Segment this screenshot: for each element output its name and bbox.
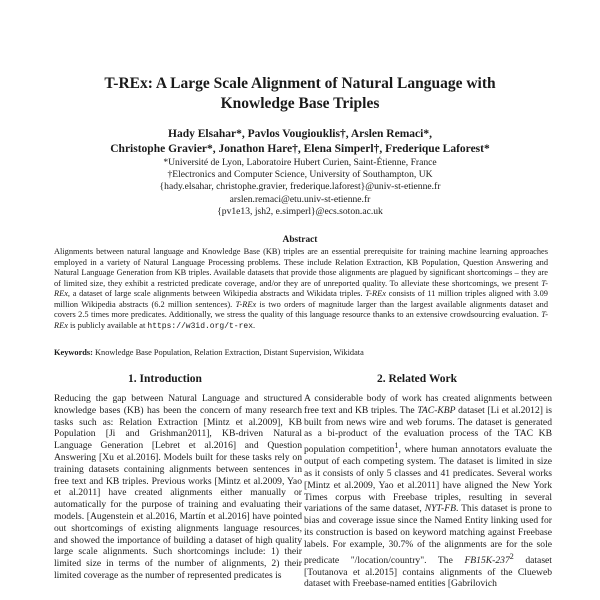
- introduction-column: [54, 393, 302, 582]
- related-text-3: , where human annotators evaluate the output of each competing system. The dataset is limited in size as it consists of only 5 classes and 41 predicates. Several works [Mintz et al.2009, Yao et al.2011] have aligned the New York Times corpus with Freebase triples, resulting in several variations of the same dataset,: [304, 444, 552, 515]
- dataset-name-2: T-REx: [365, 289, 386, 298]
- affiliation-lyon: *Université de Lyon, Laboratoire Hubert Curien, Saint-Étienne, France: [163, 157, 437, 168]
- dataset-name-1: T-REx: [54, 278, 548, 298]
- abstract-text-2: , a dataset of large scale alignments between Wikipedia abstracts and Wikidata triples.: [67, 289, 366, 298]
- related-work-column: [304, 393, 552, 590]
- keywords-label: Keywords:: [54, 348, 93, 357]
- email-line-2: arslen.remaci@etu.univ-st-etienne.fr: [229, 193, 371, 205]
- abstract-body: [54, 247, 548, 332]
- section-heading-related-work: 2. Related Work: [377, 373, 457, 385]
- email-line-1: {hady.elsahar, christophe.gravier, frederique.laforest}@univ-st-etienne.fr: [159, 181, 441, 193]
- related-text-1: A considerable body of work has created alignments between free text and KB triples. The: [304, 393, 552, 416]
- affiliation-southampton: †Electronics and Computer Science, University of Southampton, UK: [167, 169, 433, 181]
- related-text-5: dataset [Toutanova et al.2015] contains alignments of the Clueweb dataset with Freebase-named entities [Gabrilovich: [304, 554, 552, 590]
- footnote-marker-1[interactable]: 1: [394, 441, 399, 451]
- abstract-heading: Abstract: [282, 235, 318, 245]
- title-line-1: T-REx: A Large Scale Alignment of Natural Language with: [104, 75, 496, 92]
- tac-kbp-name: TAC-KBP: [417, 404, 456, 416]
- related-text-2: dataset [Li et al.2012] is built from news wire and web forums. The dataset is generated as a bi-product of the evaluation process of the TAC KB population competition: [304, 404, 552, 456]
- affiliations: [40, 157, 560, 218]
- abstract-text-5: is publicly available at: [67, 320, 148, 330]
- dataset-name-3: T-REx: [235, 299, 257, 309]
- section-heading-introduction: 1. Introduction: [128, 373, 202, 385]
- paper-title: [40, 74, 560, 114]
- abstract-text-4: is two orders of magnitude larger than the largest available alignments dataset and covers 2.5 times more predicates. Additionally, we stress the quality of this language resource thanks to an extensive crowdsourcing evaluation.: [54, 299, 548, 319]
- introduction-text: Reducing the gap between Natural Language and structured knowledge bases (KB) has been the concern of many research tasks such as: Relation Extraction [Mintz et al.2009], KB Population [Ji and Grishman2011], KB-driven Natural Language Generation [Lebret et al.2016] and Question Answering [Xu et al.2016]. Models built for these tasks rely on training datasets containing alignments between sentences in free text and KB triples. Previous works [Mintz et al.2009, Yao et al.2011] have created alignments either manually or automatically for the purpose of training and evaluating their models. [Augenstein et al.2016, Martín et al.2016] have pointed out shortcomings of existing alignments language resources, and showed the importance of building a dataset of high quality large scale alignments. Such shortcomings include: 1) their limited size in terms of the number of alignments, 2) their limited coverage as the number of represented predicates is: [54, 393, 302, 581]
- footnote-marker-2[interactable]: 2: [509, 551, 514, 561]
- abstract-text-1: Alignments between natural language and Knowledge Base (KB) triples are an essential prerequisite for training machine learning approaches employed in a variety of Natural Language Processing problems. These include Relation Extraction, KB Population, Question Answering and Natural Language Generation from KB triples. Available datasets that provide those alignments are plagued by significant shortcomings – they are of limited size, they exhibit a restricted predicate coverage, and/or they are of unreported quality. To alleviate these shortcomings, we present: [54, 247, 548, 288]
- abstract-end: .: [253, 320, 256, 330]
- email-line-3: {pv1e13, jsh2, e.simperl}@ecs.soton.ac.uk: [217, 205, 383, 217]
- abstract-text-3: consists of 11 million triples aligned with 3.09 million Wikipedia abstracts (6.2 million sentences).: [54, 289, 548, 309]
- keywords: [54, 348, 548, 359]
- keywords-text: Knowledge Base Population, Relation Extraction, Distant Supervision, Wikidata: [92, 348, 364, 357]
- nyt-fb-name: NYT-FB: [424, 503, 456, 515]
- dataset-url-link[interactable]: https://w3id.org/t-rex: [147, 321, 254, 331]
- authors-line-2: Christophe Gravier*, Jonathon Hare†, Elena Simperl†, Frederique Laforest*: [110, 142, 490, 155]
- fb15k-name: FB15K-237: [464, 554, 510, 566]
- dataset-name-4: T-REx: [54, 310, 548, 330]
- authors-line-1: Hady Elsahar*, Pavlos Vougiouklis†, Arslen Remaci*,: [168, 128, 432, 140]
- author-list: [40, 127, 560, 156]
- related-text-4: . This dataset is prone to bias and coverage issue since the Named Entity linking used for its construction is based on keyword matching against Freebase labels. For example, 30.7% of the alignments are for the sole predicate "/location/country". The: [304, 503, 552, 566]
- title-line-2: Knowledge Base Triples: [220, 95, 380, 112]
